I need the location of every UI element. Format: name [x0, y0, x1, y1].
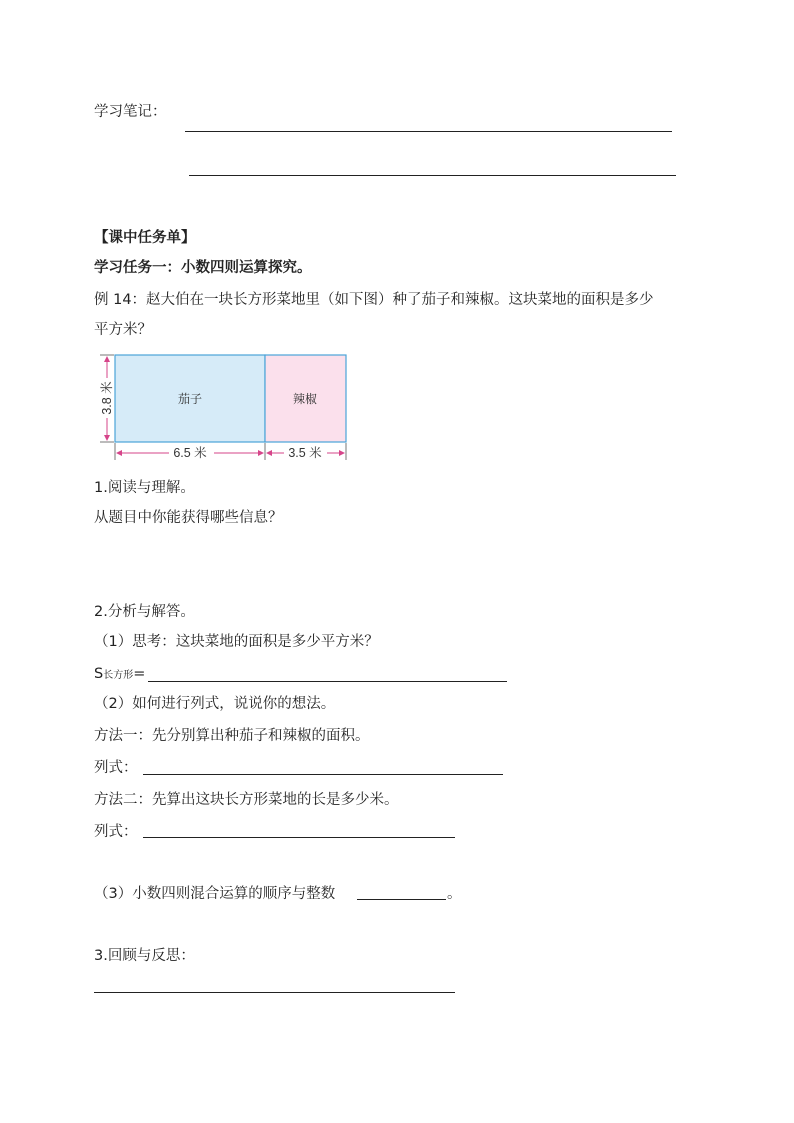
q3-title: 3.回顾与反思：	[94, 948, 195, 964]
q1-prompt: 从题目中你能获得哪些信息？	[94, 510, 283, 526]
vegetable-field-diagram	[94, 352, 350, 464]
formula2-label: 列式：	[94, 824, 138, 840]
q2-title: 2.分析与解答。	[94, 604, 195, 620]
area-subscript: 长方形	[103, 670, 134, 681]
q2-sub3-text: （3）小数四则混合运算的顺序与整数	[94, 886, 336, 902]
area-formula-label	[94, 664, 145, 686]
notes-line-2[interactable]	[189, 175, 676, 176]
area-equals: =	[133, 666, 146, 682]
area-symbol: S	[94, 666, 104, 682]
pepper-label: 辣椒	[292, 392, 318, 406]
width-right-label: 3.5 米	[288, 446, 322, 460]
q2-sub3-period: 。	[447, 886, 462, 902]
method1-text: 方法一：先分别算出种茄子和辣椒的面积。	[94, 728, 370, 744]
eggplant-label: 茄子	[177, 392, 203, 406]
q2-sub2: （2）如何进行列式，说说你的想法。	[94, 696, 336, 712]
q2-sub1: （1）思考：这块菜地的面积是多少平方米？	[94, 634, 379, 650]
width-left-label: 6.5 米	[173, 446, 207, 460]
task1-title: 学习任务一：小数四则运算探究。	[94, 260, 312, 276]
formula2-answer-line[interactable]	[143, 837, 455, 838]
height-label: 3.8 米	[100, 381, 114, 415]
example-text-line1: 例 14：赵大伯在一块长方形菜地里（如下图）种了茄子和辣椒。这块菜地的面积是多少	[94, 292, 654, 308]
order-answer-line[interactable]	[357, 899, 446, 900]
area-answer-line[interactable]	[148, 681, 507, 682]
section-title: 【课中任务单】	[94, 230, 196, 246]
q1-title: 1.阅读与理解。	[94, 480, 195, 496]
notes-label: 学习笔记：	[94, 104, 167, 120]
reflection-answer-line[interactable]	[94, 992, 455, 993]
example-text-line2: 平方米？	[94, 322, 152, 338]
formula1-label: 列式：	[94, 760, 138, 776]
formula1-answer-line[interactable]	[143, 774, 503, 775]
notes-line-1[interactable]	[185, 131, 672, 132]
method2-text: 方法二：先算出这块长方形菜地的长是多少米。	[94, 792, 399, 808]
